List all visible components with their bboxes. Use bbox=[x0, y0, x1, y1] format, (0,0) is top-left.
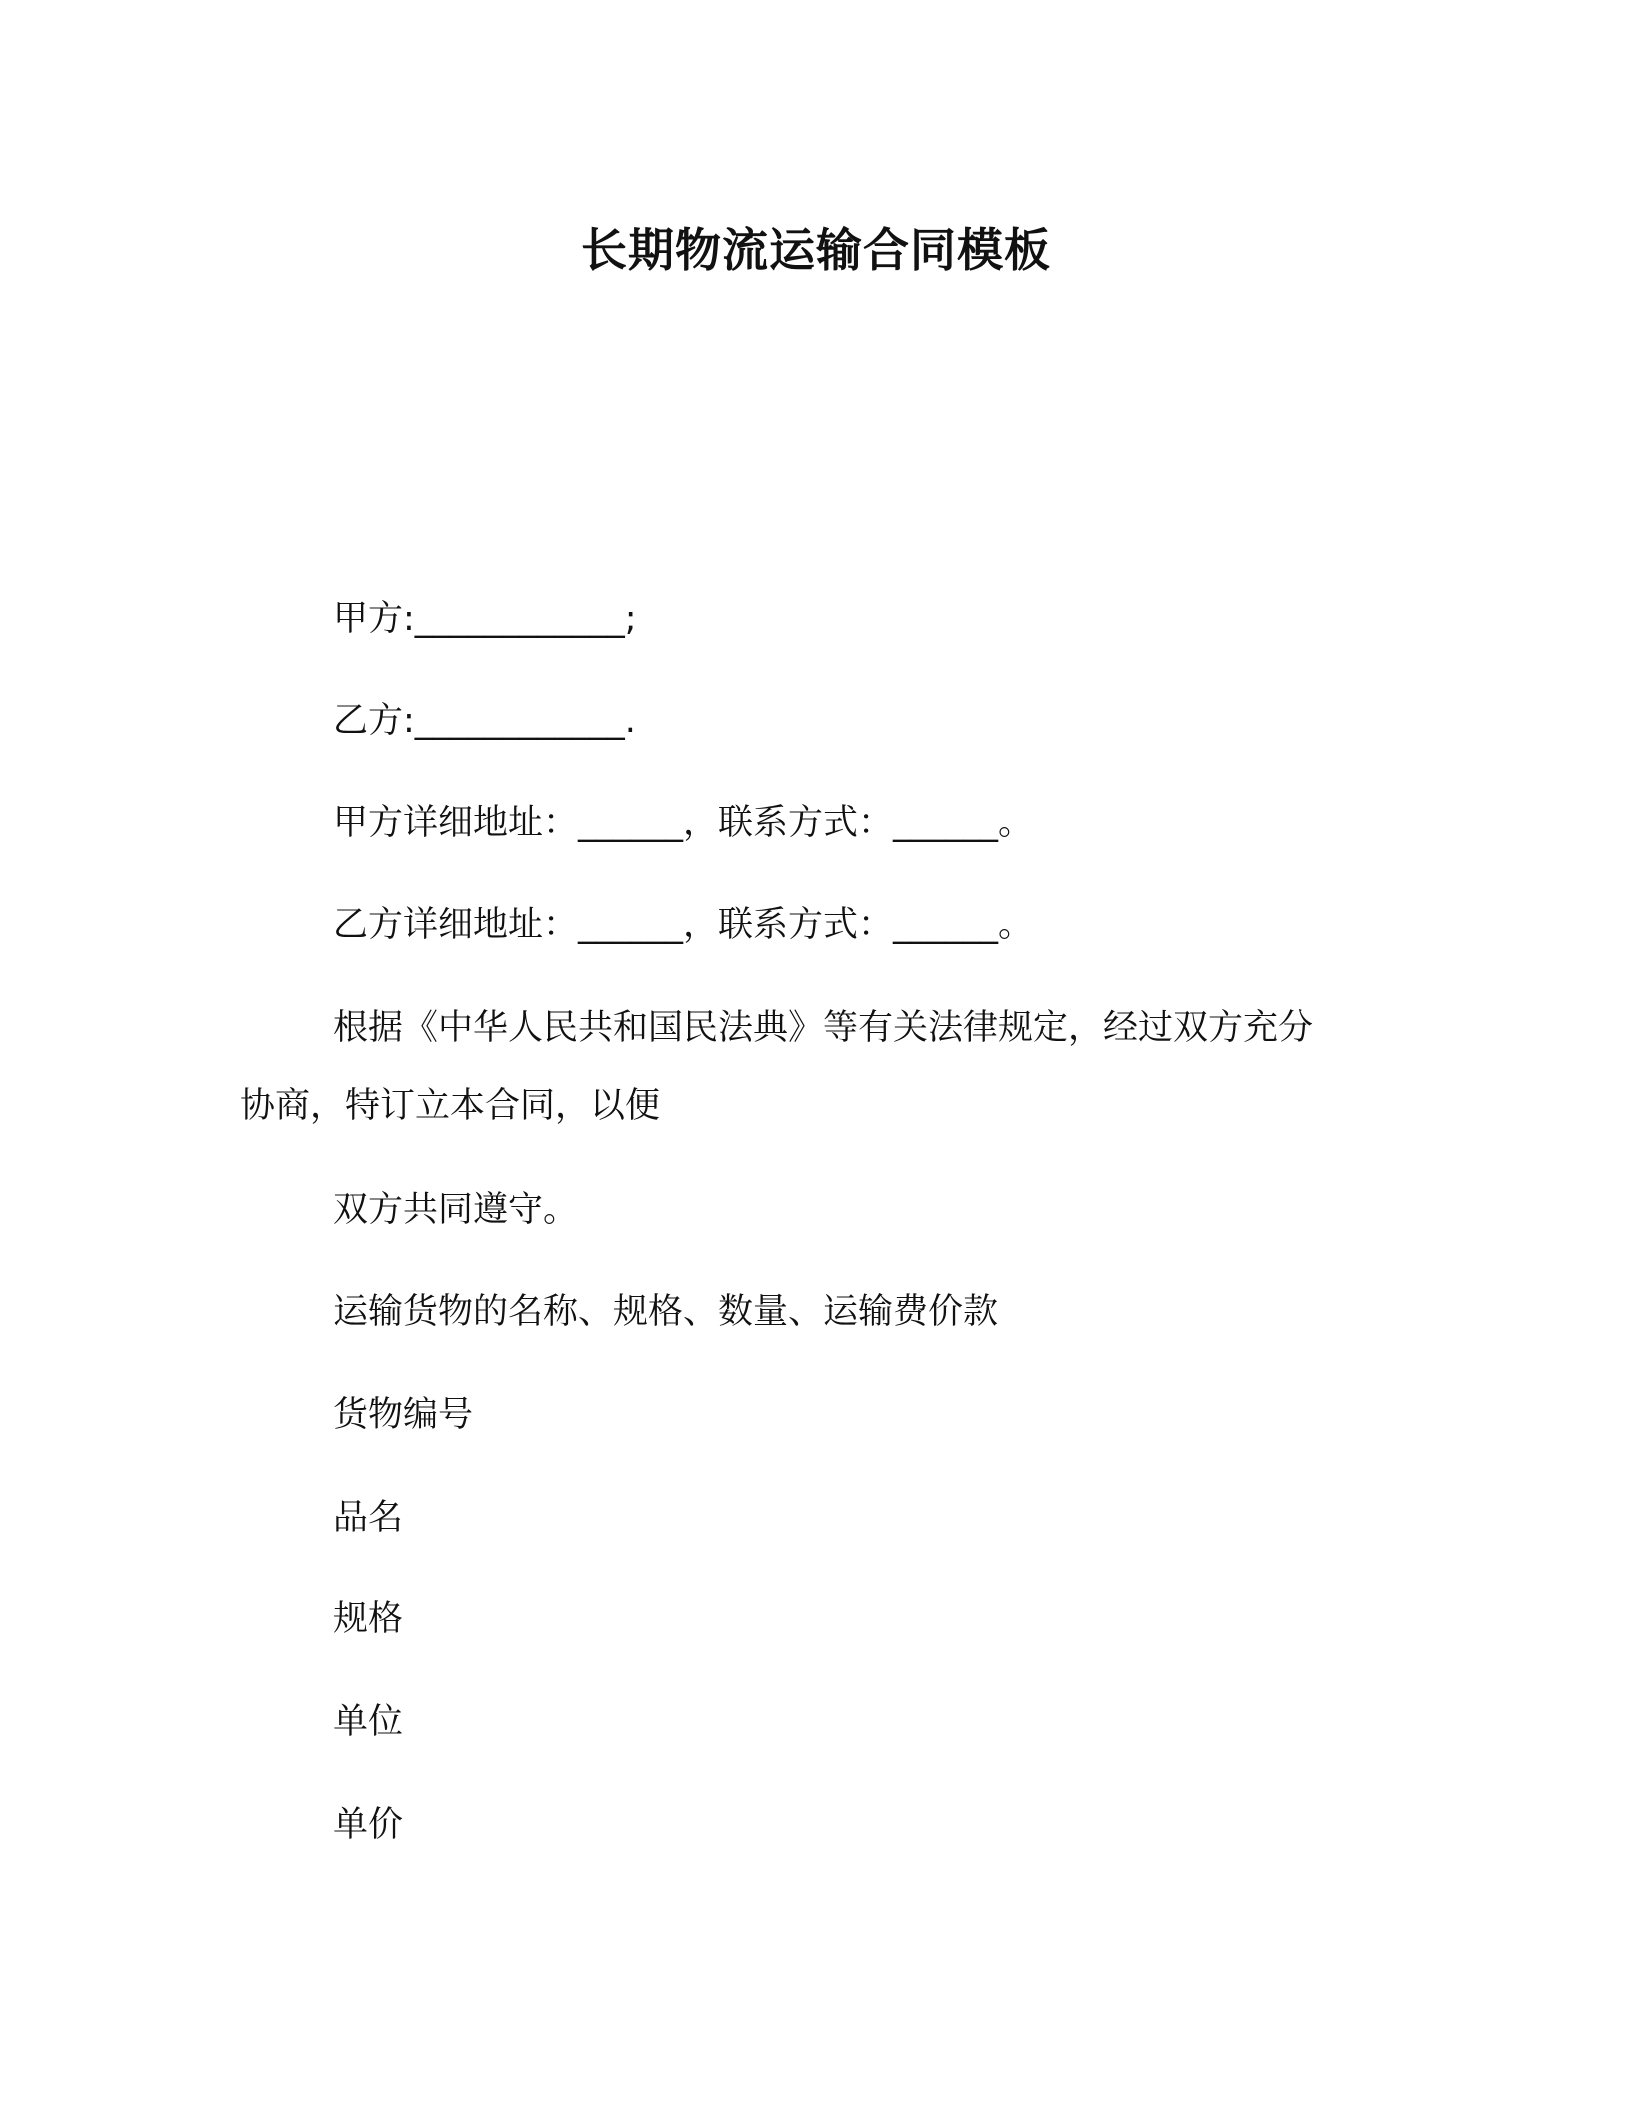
goods-field-name: 品名 bbox=[333, 1498, 404, 1538]
preamble-line-2: 协商，特订立本合同，以便 bbox=[240, 1086, 661, 1126]
goods-field-unit-price: 单价 bbox=[333, 1805, 404, 1845]
party-b-address-line: 乙方详细地址：______，联系方式：______。 bbox=[333, 905, 1034, 945]
preamble-line-1: 根据《中华人民共和国民法典》等有关法律规定，经过双方充分 bbox=[333, 1008, 1314, 1048]
goods-field-spec: 规格 bbox=[333, 1599, 404, 1639]
goods-field-number: 货物编号 bbox=[333, 1395, 474, 1435]
goods-section-heading: 运输货物的名称、规格、数量、运输费价款 bbox=[333, 1292, 999, 1332]
preamble-line-3: 双方共同遵守。 bbox=[333, 1190, 579, 1230]
document-title: 长期物流运输合同模板 bbox=[581, 223, 1051, 277]
party-a-line: 甲方:____________; bbox=[333, 599, 637, 639]
party-b-line: 乙方:____________. bbox=[333, 701, 636, 741]
party-a-address-line: 甲方详细地址：______，联系方式：______。 bbox=[333, 803, 1034, 843]
goods-field-unit: 单位 bbox=[333, 1702, 404, 1742]
